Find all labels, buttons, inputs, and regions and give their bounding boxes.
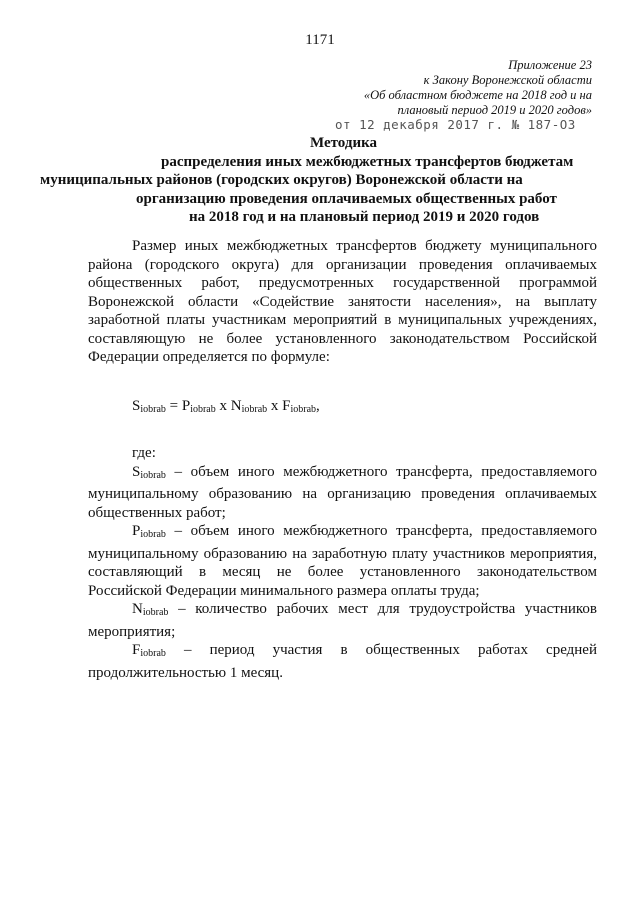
title-line: муниципальных районов (городских округов) Воронежской области на bbox=[40, 172, 523, 188]
title-line: организацию проведения оплачиваемых общественных работ bbox=[136, 190, 557, 207]
definition-symbol: F bbox=[132, 642, 141, 658]
title-line: Методика bbox=[310, 135, 378, 151]
formula-symbol: N bbox=[230, 397, 242, 414]
formula-subscript: iobrab bbox=[140, 403, 166, 415]
formula-subscript: iobrab bbox=[241, 403, 268, 415]
formula-subscript: iobrab bbox=[190, 403, 216, 415]
definition-text: – объем иного межбюджетного трансферта, предоставляемого муниципальному образованию на организацию проведения оплачиваемых общественных работ; bbox=[88, 463, 597, 521]
appendix-line: плановый период 2019 и 2020 годов» bbox=[397, 103, 592, 117]
page-number: 1171 bbox=[305, 32, 335, 48]
formula bbox=[132, 397, 597, 420]
formula-end: , bbox=[316, 397, 320, 414]
definition-text: – количество рабочих мест для трудоустройства участников мероприятия; bbox=[88, 601, 597, 640]
where-label: где: bbox=[132, 445, 156, 461]
definition-subscript: iobrab bbox=[142, 607, 169, 618]
law-date-stamp: от 12 декабря 2017 г. № 187-ОЗ bbox=[335, 117, 576, 132]
document-body bbox=[88, 237, 597, 682]
definition-subscript: iobrab bbox=[140, 648, 166, 659]
formula-symbol: F bbox=[282, 397, 291, 414]
definition-symbol: P bbox=[132, 523, 141, 539]
definition-subscript: iobrab bbox=[140, 469, 166, 481]
formula-operator: = bbox=[165, 397, 182, 414]
definition-text: – период участия в общественных работах средней продолжительностью 1 месяц. bbox=[88, 642, 597, 681]
definition-item bbox=[88, 600, 597, 641]
definition-symbol: S bbox=[132, 463, 141, 480]
appendix-header bbox=[364, 58, 592, 118]
title-line: на 2018 год и на плановый период 2019 и 2020 годов bbox=[189, 209, 540, 225]
document-title bbox=[40, 134, 640, 227]
definition-item bbox=[88, 641, 597, 682]
title-line: распределения иных межбюджетных трансфертов бюджетам bbox=[161, 153, 574, 170]
appendix-line: к Закону Воронежской области bbox=[423, 73, 592, 87]
appendix-line: «Об областном бюджете на 2018 год и на bbox=[363, 88, 592, 102]
formula-subscript: iobrab bbox=[290, 403, 317, 415]
formula-operator: x bbox=[267, 397, 283, 414]
formula-symbol: P bbox=[181, 397, 191, 414]
appendix-line: Приложение 23 bbox=[508, 58, 592, 72]
definition-item bbox=[88, 463, 597, 523]
definition-subscript: iobrab bbox=[140, 529, 166, 540]
definition-text: – объем иного межбюджетного трансферта, предоставляемого муниципальному образованию на заработную плату участников мероприятия, составляющий в месяц не более установленного законодательством Российской Федерации минимального размера оплаты труда; bbox=[88, 523, 597, 599]
definition-item bbox=[88, 522, 597, 600]
formula-operator: x bbox=[215, 397, 231, 414]
formula-symbol: S bbox=[132, 397, 141, 414]
intro-paragraph: Размер иных межбюджетных трансфертов бюджету муниципального района (городского округа) для организации проведения оплачиваемых общественных работ, предусмотренных государственной программой Воронежской области «Содействие занятости населения», на выплату заработной платы участникам мероприятий в муниципальных учреждениях, составляющую не более установленного законодательством Российской Федерации определяется по формуле: bbox=[88, 238, 597, 365]
definition-symbol: N bbox=[132, 601, 143, 617]
